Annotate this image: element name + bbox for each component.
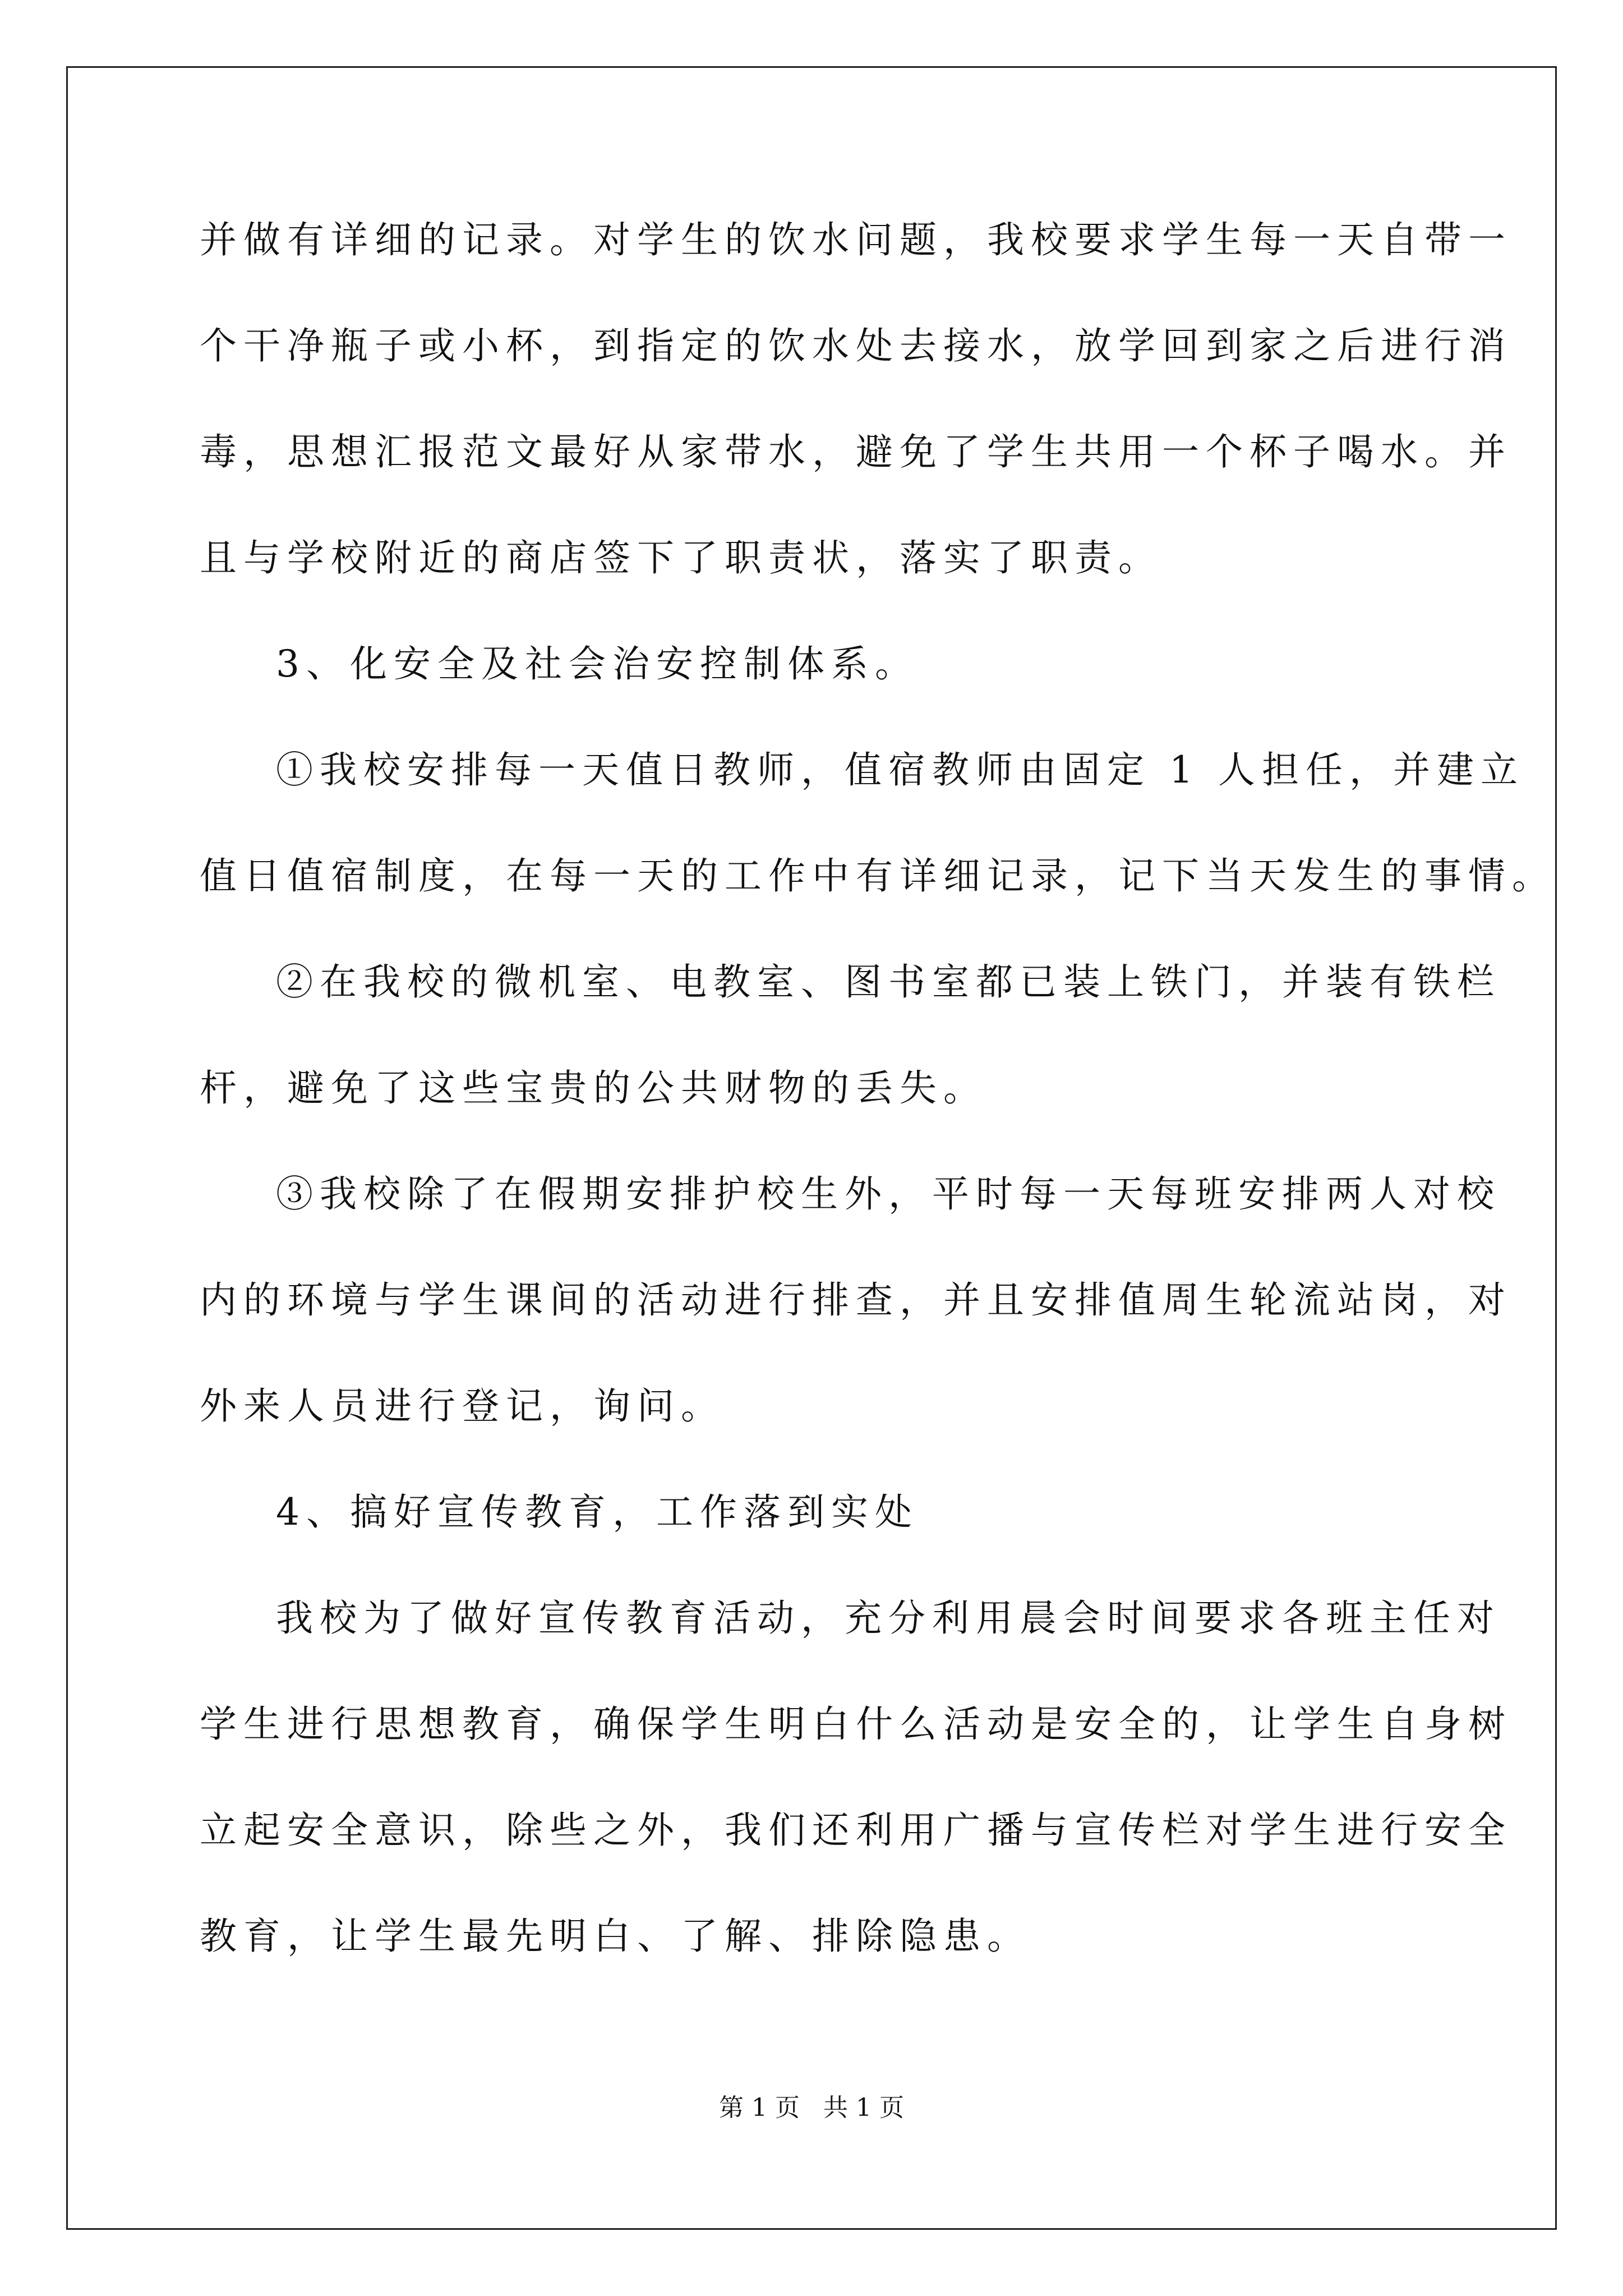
- paragraph-start: ②在我校的微机室、电教室、图书室都已装上铁门，并装有铁栏: [276, 960, 1501, 1004]
- text-line: 杆，避免了这些宝贵的公共财物的丢失。: [200, 1066, 987, 1110]
- text-line: 学生进行思想教育，确保学生明白什么活动是安全的，让学生自身树: [200, 1703, 1512, 1746]
- section-heading: 4、搞好宣传教育，工作落到实处: [276, 1490, 919, 1534]
- text-line: 毒，思想汇报范文最好从家带水，避免了学生共用一个杯子喝水。并: [200, 430, 1512, 473]
- text-line: 个干净瓶子或小杯，到指定的饮水处去接水，放学回到家之后进行消: [200, 324, 1512, 367]
- text-line: 值日值宿制度，在每一天的工作中有详细记录，记下当天发生的事情。: [200, 854, 1556, 898]
- text-line: 教育，让学生最先明白、了解、排除隐患。: [200, 1915, 1031, 1958]
- section-heading: 3、化安全及社会治安控制体系。: [276, 642, 919, 685]
- paragraph-start: ①我校安排每一天值日教师，值宿教师由固定 1 人担任，并建立: [276, 748, 1524, 792]
- text-line: 并做有详细的记录。对学生的饮水问题，我校要求学生每一天自带一: [200, 218, 1512, 261]
- text-line: 且与学校附近的商店签下了职责状，落实了职责。: [200, 536, 1162, 579]
- text-line: 内的环境与学生课间的活动进行排查，并且安排值周生轮流站岗，对: [200, 1278, 1512, 1322]
- paragraph-start: 我校为了做好宣传教育活动，充分利用晨会时间要求各班主任对: [276, 1596, 1501, 1640]
- page-number-footer: 第 1 页 共 1 页: [719, 2093, 904, 2122]
- text-line: 外来人员进行登记，询问。: [200, 1384, 725, 1428]
- paragraph-start: ③我校除了在假期安排护校生外，平时每一天每班安排两人对校: [276, 1172, 1501, 1216]
- document-body: [200, 213, 1556, 2016]
- text-line: 立起安全意识，除些之外，我们还利用广播与宣传栏对学生进行安全: [200, 1809, 1512, 1852]
